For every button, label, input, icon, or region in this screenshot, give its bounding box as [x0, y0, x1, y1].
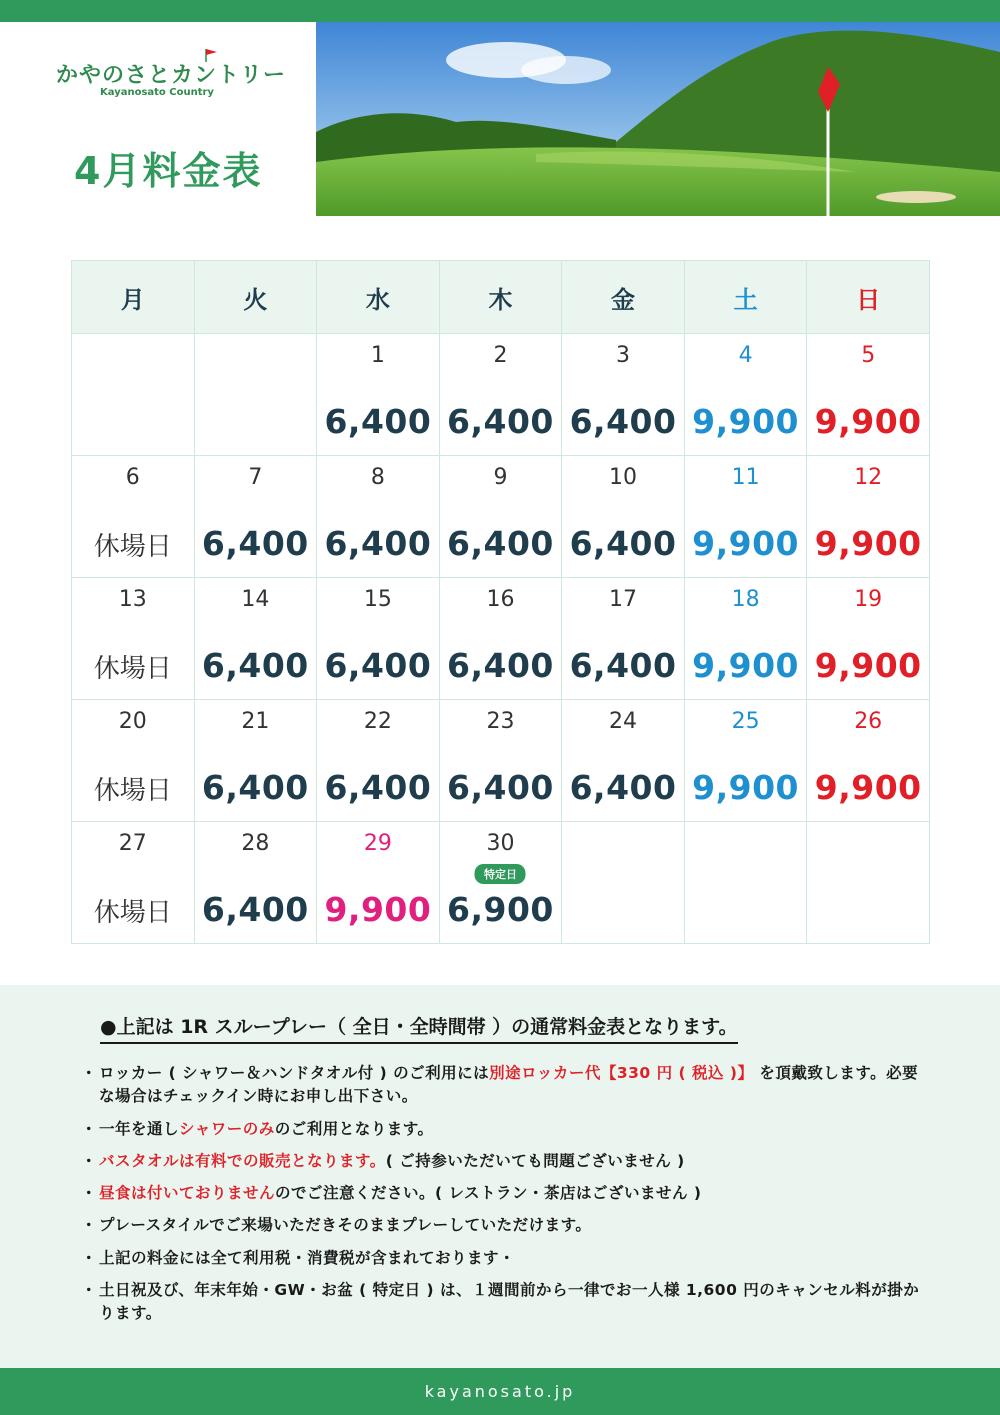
note-item: [84, 1214, 934, 1237]
closed-label: 休場日: [93, 654, 172, 684]
closed-label: 休場日: [93, 776, 172, 806]
weekday-sun: 日: [807, 261, 930, 334]
weekday-header-row: [72, 261, 930, 334]
note-highlight-text: バスタオルは有料での販売となります。: [99, 1151, 386, 1170]
note-text: ( ご持参いただいても問題ございません ): [385, 1151, 685, 1170]
price-value: 6,400: [569, 402, 677, 441]
note-item: [84, 1150, 934, 1173]
price-value: 6,400: [569, 768, 677, 807]
day-number: 11: [731, 465, 760, 490]
day-cell: [439, 334, 562, 456]
day-cell: [317, 700, 440, 822]
price-value: 6,400: [447, 524, 554, 563]
price-value: 6,400: [201, 646, 309, 685]
price-value: 6,400: [569, 646, 677, 685]
day-cell: [194, 700, 317, 822]
note-item: [84, 1247, 934, 1270]
day-cell: [684, 334, 807, 456]
price-value: 6,400: [447, 768, 554, 807]
price-value: 9,900: [324, 890, 432, 929]
day-number: 21: [241, 709, 270, 734]
day-number: 12: [854, 465, 883, 490]
day-number: 26: [854, 709, 883, 734]
note-item: [84, 1118, 934, 1141]
day-number: 16: [486, 587, 515, 612]
note-text: を頂戴致します。必要な場合はチェックイン時にお申し出下さい。: [99, 1064, 919, 1106]
day-cell: [439, 578, 562, 700]
weekday-thu: 木: [439, 261, 562, 334]
day-number: 30: [486, 831, 515, 856]
calendar-week-row: [72, 456, 930, 578]
price-value: 6,400: [324, 646, 432, 685]
empty-day-cell: [72, 334, 195, 456]
day-cell: [684, 578, 807, 700]
flag-icon: [204, 48, 218, 62]
day-number: 20: [118, 709, 147, 734]
logo-text: かやのさとカントリー: [56, 63, 287, 88]
day-cell: [562, 456, 685, 578]
day-cell: [72, 578, 195, 700]
note-item: [84, 1279, 934, 1326]
note-highlight-text: 昼食は付いておりません: [99, 1184, 276, 1202]
day-number: 18: [731, 587, 760, 612]
closed-label: 休場日: [93, 898, 172, 928]
price-value: 9,900: [692, 646, 800, 685]
day-number: 5: [861, 343, 876, 368]
notes-list: [84, 1062, 934, 1334]
note-text: プレースタイルでご来場いただきそのままプレーしていただけます。: [99, 1216, 592, 1235]
note-text: 上記の料金には全て利用税・消費税が含まれております・: [99, 1248, 516, 1267]
day-cell: [439, 700, 562, 822]
day-cell: [194, 578, 317, 700]
day-number: 22: [363, 709, 392, 734]
price-calendar: [71, 260, 930, 944]
footer-url: kayanosato.jp: [0, 1368, 1000, 1415]
price-value: 6,400: [201, 768, 309, 807]
price-value: 6,400: [569, 524, 677, 563]
price-value: 6,400: [324, 402, 432, 441]
closed-label: 休場日: [93, 532, 172, 562]
empty-day-cell: [194, 334, 317, 456]
note-item: [84, 1182, 934, 1205]
price-value: 6,400: [324, 524, 432, 563]
day-number: 17: [609, 587, 638, 612]
day-number: 24: [609, 709, 638, 734]
price-value: 6,400: [447, 646, 554, 685]
day-number: 9: [493, 465, 508, 490]
note-text: 土日祝及び、年末年始・GW・お盆 ( 特定日 ) は、１週間前から一律でお一人様 1,600 円のキャンセル料が掛かります。: [99, 1280, 920, 1322]
day-cell: [684, 700, 807, 822]
day-cell: [72, 822, 195, 944]
day-number: 2: [493, 343, 508, 368]
empty-day-cell: [562, 822, 685, 944]
price-value: 9,900: [814, 768, 922, 807]
day-number: 14: [241, 587, 270, 612]
calendar-week-row: [72, 578, 930, 700]
day-number: 27: [118, 831, 147, 856]
price-value: 9,900: [814, 646, 922, 685]
day-number: 29: [363, 831, 392, 856]
weekday-wed: 水: [317, 261, 440, 334]
day-cell: [72, 456, 195, 578]
logo: [56, 58, 287, 98]
note-item: [84, 1062, 934, 1109]
price-value: 9,900: [814, 402, 922, 441]
day-cell: [562, 700, 685, 822]
price-value: 9,900: [692, 402, 800, 441]
golf-course-photo: [316, 22, 1000, 216]
weekday-mon: 月: [72, 261, 195, 334]
notes-section: [0, 985, 1000, 1368]
day-number: 8: [370, 465, 385, 490]
day-cell: [562, 334, 685, 456]
day-cell: [807, 700, 930, 822]
day-cell: [317, 334, 440, 456]
price-value: 9,900: [692, 768, 800, 807]
day-cell: [562, 578, 685, 700]
price-value: 9,900: [692, 524, 800, 563]
day-cell: [807, 456, 930, 578]
day-cell: [807, 334, 930, 456]
note-text: 一年を通し: [99, 1119, 180, 1138]
day-number: 3: [616, 343, 631, 368]
day-cell: [317, 822, 440, 944]
page-title: 4月料金表: [74, 149, 263, 193]
notes-heading: ●上記は 1R スループレー（ 全日・全時間帯 ）の通常料金表となります。: [100, 1012, 738, 1044]
special-day-badge: 特定日: [475, 864, 526, 884]
day-number: 19: [854, 587, 883, 612]
price-value: 6,900: [447, 890, 554, 929]
logo-subtext: Kayanosato Country: [100, 87, 214, 98]
note-text: のご利用となります。: [274, 1119, 434, 1138]
weekday-sat: 土: [684, 261, 807, 334]
calendar-week-row: [72, 700, 930, 822]
day-cell: [72, 700, 195, 822]
empty-day-cell: [684, 822, 807, 944]
price-value: 6,400: [447, 402, 554, 441]
note-highlight-text: シャワーのみ: [179, 1119, 275, 1138]
weekday-tue: 火: [194, 261, 317, 334]
day-number: 6: [125, 465, 140, 490]
day-cell: [194, 822, 317, 944]
weekday-fri: 金: [562, 261, 685, 334]
day-number: 23: [486, 709, 515, 734]
note-text: ロッカー ( シャワー＆ハンドタオル付 ) のご利用には: [99, 1064, 490, 1082]
day-cell: [439, 456, 562, 578]
calendar-week-row: [72, 334, 930, 456]
day-number: 1: [370, 343, 385, 368]
top-bar: [0, 0, 1000, 22]
price-value: 6,400: [201, 524, 309, 563]
calendar-week-row: [72, 822, 930, 944]
price-value: 6,400: [324, 768, 432, 807]
day-number: 25: [731, 709, 760, 734]
day-cell: [684, 456, 807, 578]
day-cell: [317, 578, 440, 700]
day-cell: [194, 456, 317, 578]
day-number: 4: [738, 343, 753, 368]
day-number: 7: [248, 465, 263, 490]
note-text: のでご注意ください。( レストラン・茶店はございません ): [275, 1184, 702, 1202]
empty-day-cell: [807, 822, 930, 944]
note-highlight-text: 別途ロッカー代【330 円 ( 税込 )】: [489, 1064, 754, 1082]
day-cell: [807, 578, 930, 700]
price-value: 6,400: [201, 890, 309, 929]
day-cell: [439, 822, 562, 944]
day-number: 13: [118, 587, 147, 612]
day-number: 10: [609, 465, 638, 490]
price-value: 9,900: [814, 524, 922, 563]
day-cell: [317, 456, 440, 578]
day-number: 15: [363, 587, 392, 612]
day-number: 28: [241, 831, 270, 856]
